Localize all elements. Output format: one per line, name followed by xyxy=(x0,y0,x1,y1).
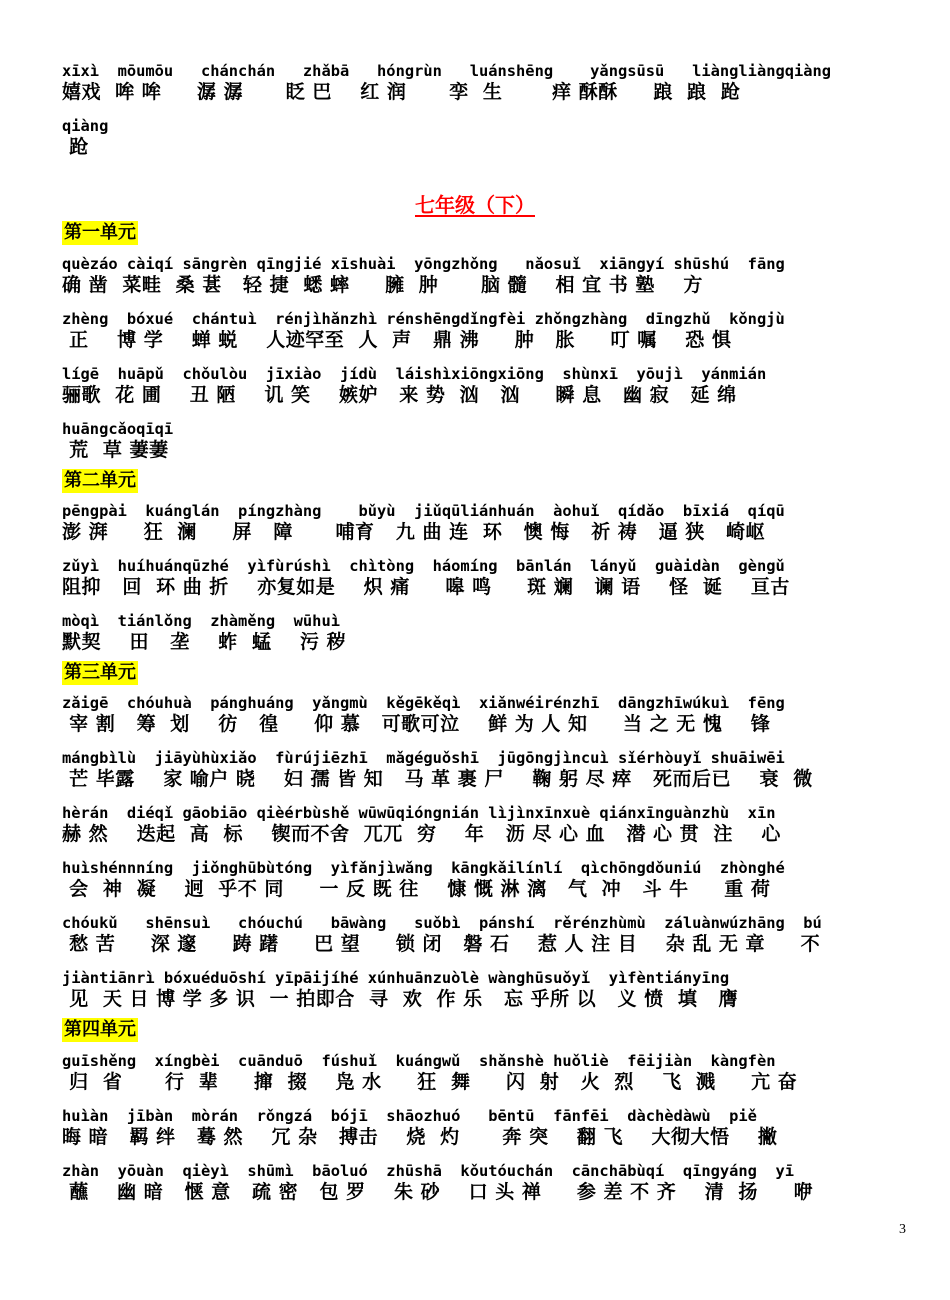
unit-heading: 第三单元 xyxy=(64,662,136,683)
vocab-line xyxy=(62,804,781,846)
vocab-line xyxy=(62,914,822,956)
unit-heading: 第二单元 xyxy=(64,470,136,491)
pinyin-row: zhèng bóxué chántuì rénjìhǎnzhì rénshēngdǐngfèi zhǒngzhàng dīngzhǔ kǒngjù xyxy=(62,310,785,328)
pinyin-row: zhàn yōuàn qièyì shūmì bāoluó zhūshā kǒutóuchán cānchābùqí qīngyáng yī xyxy=(62,1162,795,1180)
vocab-line xyxy=(62,365,766,407)
vocab-line xyxy=(62,62,831,104)
unit-heading: 第四单元 xyxy=(64,1019,136,1040)
pinyin-row: guīshěng xíngbèi cuānduō fúshuǐ kuángwǔ shǎnshè huǒliè fēijiàn kàngfèn xyxy=(62,1052,776,1070)
hanzi-row: 澎 湃 狂 澜 屏 障 哺育 九 曲 连 环 懊 悔 祈 祷 逼 狭 崎岖 xyxy=(62,521,766,543)
pinyin-row: zǎigē chóuhuà pánghuáng yǎngmù kěgēkěqì xiǎnwéirénzhī dāngzhīwúkuì fēng xyxy=(62,694,785,712)
hanzi-row: 正 博 学 蝉 蜕 人迹罕至 人 声 鼎 沸 肿 胀 叮 嘱 恐 惧 xyxy=(62,329,732,351)
vocab-line xyxy=(62,749,813,791)
hanzi-row: 确 凿 菜畦 桑 葚 轻 捷 蟋 蟀 臃 肿 脑 髓 相 宜 书 塾 方 xyxy=(62,274,703,296)
hanzi-row: 会 神 凝 迥 乎不 同 一 反 既 往 慷 慨 淋 漓 气 冲 斗 牛 重 荷 xyxy=(62,878,771,900)
hanzi-row: 嬉戏 哞 哞 潺 潺 眨 巴 红 润 孪 生 痒 酥酥 踉 踉 跄 xyxy=(62,81,741,103)
vocab-line xyxy=(62,969,738,1011)
vocab-line xyxy=(62,1162,813,1204)
pinyin-row: pēngpài kuánglán píngzhàng bǔyù jiǔqūliánhuán àohuǐ qídǎo bīxiá qíqū xyxy=(62,502,785,520)
pinyin-row: quèzáo càiqí sāngrèn qīngjié xīshuài yōngzhǒng nǎosuǐ xiāngyí shūshú fāng xyxy=(62,255,785,273)
hanzi-row: 蘸 幽 暗 惬 意 疏 密 包 罗 朱 砂 口 头 禅 参 差 不 齐 清 扬 咿 xyxy=(62,1181,814,1203)
hanzi-row: 荒 草 萋萋 xyxy=(62,439,169,461)
section-title-text: 七年级（下） xyxy=(415,193,535,217)
vocab-line xyxy=(62,694,785,736)
vocab-line xyxy=(62,1107,777,1149)
pinyin-row: hèrán diéqǐ gāobiāo qièérbùshě wūwūqióngnián lìjìnxīnxuè qiánxīnguànzhù xīn xyxy=(62,804,776,822)
hanzi-row: 归 省 行 辈 撺 掇 凫 水 狂 舞 闪 射 火 烈 飞 溅 亢 奋 xyxy=(62,1071,798,1093)
hanzi-row: 晦 暗 羁 绊 蓦 然 冗 杂 搏击 烧 灼 奔 突 翻 飞 大彻大悟 撇 xyxy=(62,1126,778,1148)
pinyin-row: jiàntiānrì bóxuéduōshí yīpāijíhé xúnhuānzuòlè wànghūsuǒyǐ yìfèntiányīng xyxy=(62,969,730,987)
vocab-line xyxy=(62,502,785,544)
hanzi-row: 宰 割 筹 划 彷 徨 仰 慕 可歌可泣 鲜 为 人 知 当 之 无 愧 锋 xyxy=(62,713,771,735)
hanzi-row: 阻抑 回 环 曲 折 亦复如是 炽 痛 嗥 鸣 斑 斓 谰 语 怪 诞 亘古 xyxy=(62,576,790,598)
pinyin-row: mángbìlù jiāyùhùxiǎo fùrújiēzhī mǎgéguǒshī jūgōngjìncuì sǐérhòuyǐ shuāiwēi xyxy=(62,749,785,767)
hanzi-row: 愁 苦 深 邃 踌 躇 巴 望 锁 闭 磐 石 惹 人 注 目 杂 乱 无 章 不 xyxy=(62,933,821,955)
hanzi-row: 见 天 日 博 学 多 识 一 拍即合 寻 欢 作 乐 忘 乎所 以 义 愤 填 膺 xyxy=(62,988,739,1010)
pinyin-row: zǔyì huíhuánqūzhé yìfùrúshì chìtòng háomíng bānlán lányǔ guàidàn gèngǔ xyxy=(62,557,785,575)
hanzi-row: 骊歌 花 圃 丑 陋 讥 笑 嫉妒 来 势 汹 汹 瞬 息 幽 寂 延 绵 xyxy=(62,384,737,406)
vocab-line xyxy=(62,420,173,462)
pinyin-row: mòqì tiánlǒng zhàměng wūhuì xyxy=(62,612,340,630)
pinyin-row: xīxì mōumōu chánchán zhǎbā hóngrùn luánshēng yǎngsūsū liàngliàngqiàng xyxy=(62,62,832,80)
unit-heading: 第一单元 xyxy=(64,222,136,243)
pinyin-row: huìshénnníng jiǒnghūbùtóng yìfǎnjìwǎng kāngkǎilínlí qìchōngdǒuniú zhònghé xyxy=(62,859,785,877)
pinyin-row: qiàng xyxy=(62,117,109,135)
hanzi-row: 默契 田 垄 蚱 蜢 污 秽 xyxy=(62,631,347,653)
pinyin-row: huìàn jībàn mòrán rǒngzá bójī shāozhuó bēntū fānfēi dàchèdàwù piě xyxy=(62,1107,757,1125)
pinyin-row: lígē huāpǔ chǒulòu jīxiào jídù láishìxiōngxiōng shùnxī yōujì yánmián xyxy=(62,365,767,383)
hanzi-row: 芒 毕露 家 喻户 晓 妇 孺 皆 知 马 革 裹 尸 鞠 躬 尽 瘁 死而后已 衰 微 xyxy=(62,768,813,790)
hanzi-row: 跄 xyxy=(62,136,89,158)
section-title xyxy=(0,192,950,218)
vocab-line xyxy=(62,310,785,352)
vocab-line xyxy=(62,557,790,599)
vocab-line xyxy=(62,117,108,159)
pinyin-row: huāngcǎoqīqī xyxy=(62,420,174,438)
vocab-line xyxy=(62,1052,797,1094)
page-number: 3 xyxy=(899,1222,906,1237)
vocab-line xyxy=(62,859,785,901)
hanzi-row: 赫 然 迭起 高 标 锲而不舍 兀兀 穷 年 沥 尽 心 血 潜 心 贯 注 心 xyxy=(62,823,781,845)
vocab-line xyxy=(62,612,346,654)
vocab-line xyxy=(62,255,785,297)
pinyin-row: chóukǔ shēnsuì chóuchú bāwàng suǒbì pánshí rěrénzhùmù záluànwúzhāng bú xyxy=(62,914,822,932)
